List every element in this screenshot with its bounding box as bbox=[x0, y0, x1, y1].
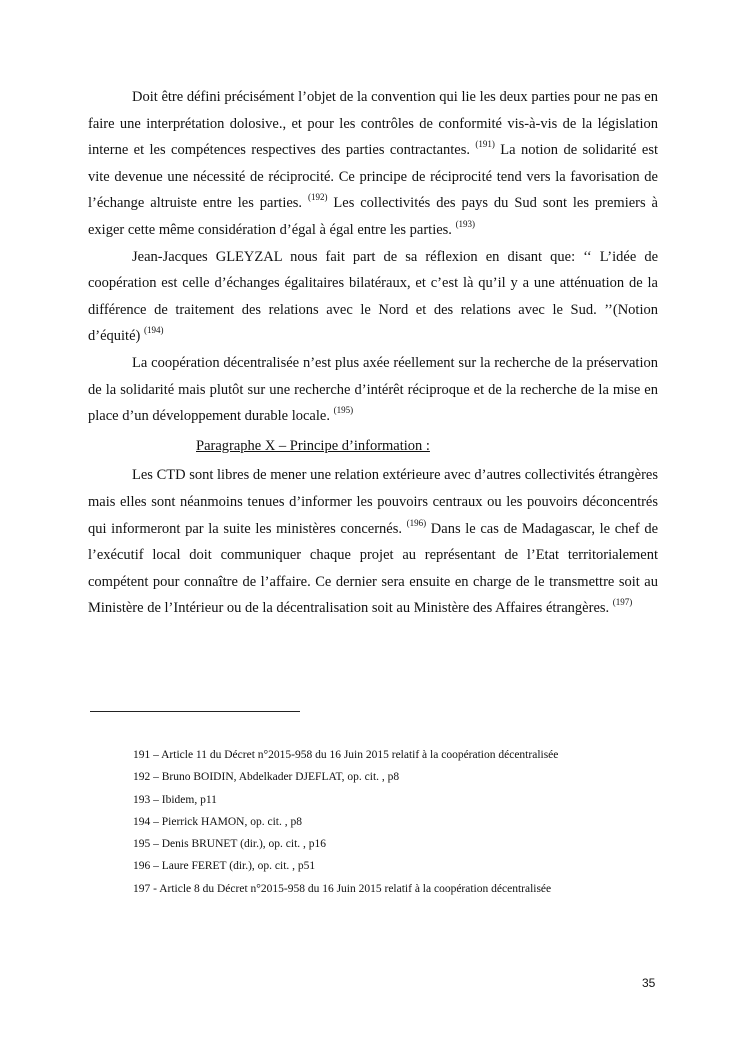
footnote-195: 195 – Denis BRUNET (dir.), op. cit. , p16 bbox=[133, 838, 327, 851]
text-run: Les CTD sont libres de mener une relation extérieure avec d’autres collectivités étrangères mais elles sont néanmoins tenues d’informer les pouvoirs centraux ou les pouvoirs déconcentrés qui informeront par la suite les ministères concernés. bbox=[88, 467, 658, 537]
footnote-192: 192 – Bruno BOIDIN, Abdelkader DJEFLAT, op. cit. , p8 bbox=[133, 771, 400, 784]
text-run: La coopération décentralisée n’est plus axée réellement sur la recherche de la préservation de la solidarité mais plutôt sur une recherche d’intérêt réciproque et de la recherche de la mise en place d’un développement durable locale. bbox=[88, 354, 658, 425]
text-run: Les collectivités des pays du Sud sont les premiers à exiger cette même considération d’égal à égal entre les parties. bbox=[88, 195, 658, 238]
footnote-197: 197 - Article 8 du Décret n°2015-958 du 16 Juin 2015 relatif à la coopération décentralisée bbox=[133, 882, 552, 895]
paragraph-gleyzal bbox=[88, 244, 658, 350]
footnote-191: 191 – Article 11 du Décret n°2015-958 du 16 Juin 2015 relatif à la coopération décentralisée bbox=[133, 749, 559, 761]
footnote-194: 194 – Pierrick HAMON, op. cit. , p8 bbox=[133, 815, 302, 828]
footnote-ref-196: (196) bbox=[406, 517, 427, 528]
footnote-ref-193: (193) bbox=[455, 218, 476, 229]
text-run: Jean-Jacques GLEYZAL nous fait part de sa réflexion en disant que: ‘‘ L’idée de coopération est celle d’échanges égalitaires bilatéraux, et c’est là qu’il y a une atténuation de la différence de traitement des relations avec le Nord et des relations avec le Sud. ’’(Notion d’équité) bbox=[88, 248, 658, 345]
footnote-ref-195: (195) bbox=[333, 405, 354, 416]
footnote-ref-194: (194) bbox=[143, 325, 164, 336]
footnote-separator bbox=[90, 711, 300, 712]
page-number: 35 bbox=[642, 976, 656, 990]
text-run: Doit être défini précisément l’objet de la convention qui lie les deux parties pour ne pas en faire une interprétation dolosive., et pour les contrôles de conformité vis-à-vis de la législation interne et les compétences respectives des parties contractantes. bbox=[88, 89, 658, 159]
text-run: Dans le cas de Madagascar, le chef de l’exécutif local doit communiquer chaque projet au représentant de l’Etat territorialement compétent pour connaître de l’affaire. Ce dernier sera ensuite en charge de le transmettre soit au Ministère de l’Intérieur ou de la décentralisation soit au Ministère des Affaires étrangères. bbox=[88, 520, 659, 617]
footnote-196: 196 – Laure FERET (dir.), op. cit. , p51 bbox=[133, 860, 316, 873]
footnote-ref-191: (191) bbox=[475, 139, 495, 150]
paragraph-cooperation bbox=[88, 350, 658, 430]
section-heading: Paragraphe X – Principe d’information : bbox=[196, 437, 430, 454]
paragraph-reciprocity bbox=[88, 84, 658, 244]
footnote-193: 193 – Ibidem, p11 bbox=[133, 793, 217, 806]
footnotes bbox=[133, 744, 693, 900]
footnote-ref-192: (192) bbox=[307, 192, 328, 203]
text-run: La notion de solidarité est vite devenue une nécessité de réciprocité. Ce principe de réciprocité tend vers la favorisation de l’échange altruiste entre les parties. bbox=[88, 142, 658, 212]
body-text bbox=[88, 84, 658, 622]
footnote-ref-197: (197) bbox=[612, 597, 633, 608]
paragraph-information bbox=[88, 462, 658, 622]
